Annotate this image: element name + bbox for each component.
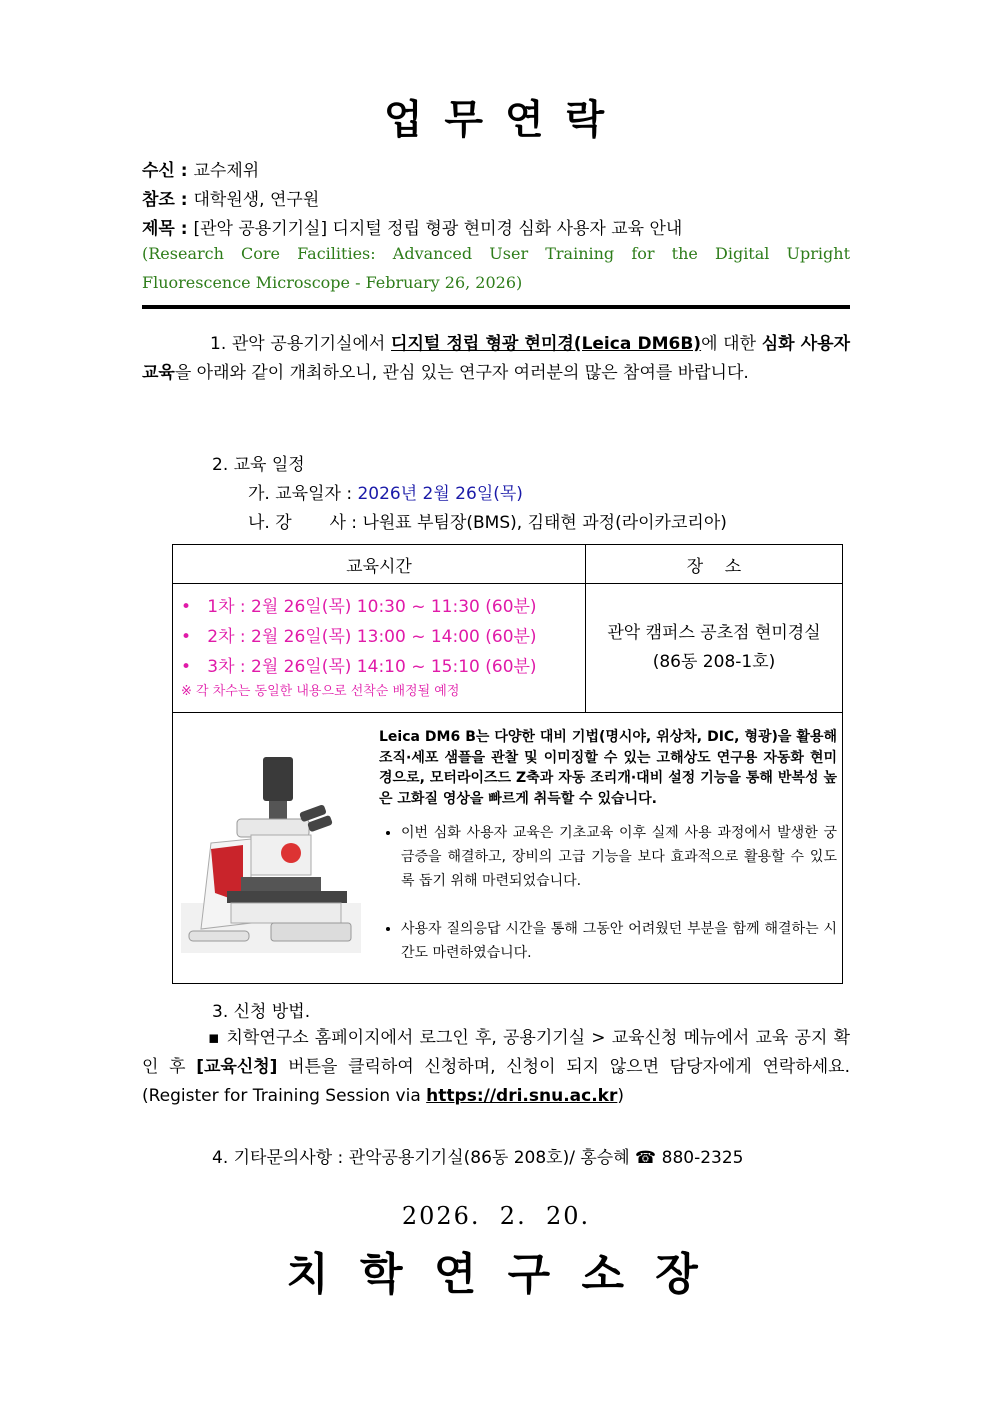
training-date-label: 가. 교육일자 : xyxy=(248,484,358,504)
session-2: 2차 : 2월 26일(목) 13:00 ~ 14:00 (60분) xyxy=(207,627,537,647)
apply-button-name: [교육신청] xyxy=(196,1057,278,1077)
session-list xyxy=(173,584,586,713)
session-item: • 1차 : 2월 26일(목) 10:30 ~ 11:30 (60분) xyxy=(181,597,537,617)
signature: 치 학 연 구 소 장 xyxy=(286,1249,706,1300)
section-1-prefix: 1. 관악 공용기기실에서 xyxy=(210,334,392,354)
column-header-time: 교육시간 xyxy=(173,545,586,584)
session-item: • 2차 : 2월 26일(목) 13:00 ~ 14:00 (60분) xyxy=(181,627,537,647)
section-3-text-a: ▪ 치학연구소 홈페이지에서 로그인 후, 공용기기실 > 교육신청 메뉴에서 교육 공지 확인 후 xyxy=(142,1028,850,1077)
session-item: • 3차 : 2월 26일(목) 14:10 ~ 15:10 (60분) xyxy=(181,657,537,677)
section-3-text-c: ) xyxy=(617,1086,624,1106)
course-name: 심화 사용자 교육 xyxy=(142,334,850,383)
training-date-line xyxy=(248,479,523,504)
subject-label: 제목 : xyxy=(142,219,194,239)
recipient-line xyxy=(142,156,259,181)
reference: 대학원생, 연구원 xyxy=(193,190,320,210)
session-3: 3차 : 2월 26일(목) 14:10 ~ 15:10 (60분) xyxy=(207,657,537,677)
header-divider xyxy=(142,305,850,309)
section-4-text: 4. 기타문의사항 : 관악공용기기실(86동 208호)/ 홍승혜 xyxy=(212,1148,636,1168)
info-bullet-2: • 사용자 질의응답 시간을 통해 그동안 어려웠던 부분을 함께 해결하는 시간도 마련하였습니다. xyxy=(401,917,837,965)
info-bullets xyxy=(379,821,837,965)
subject-english-line2: Fluorescence Microscope - February 26, 2026) xyxy=(142,273,523,292)
info-box xyxy=(173,713,843,984)
phone-number: 880-2325 xyxy=(656,1148,744,1168)
section-2-heading: 2. 교육 일정 xyxy=(212,455,305,475)
microscope-image xyxy=(181,753,361,953)
schedule-table xyxy=(172,544,843,984)
column-header-place: 장 소 xyxy=(586,545,843,584)
place-cell xyxy=(586,584,843,713)
website-link[interactable]: https://dri.snu.ac.kr xyxy=(426,1086,618,1106)
subject-line xyxy=(142,214,682,239)
info-bullet-1: • 이번 심화 사용자 교육은 기초교육 이후 실제 사용 과정에서 발생한 궁금증을 해결하고, 장비의 고급 기능을 보다 효과적으로 활용할 수 있도록 돕기 위해 마련되었습니다. xyxy=(401,821,837,893)
info-text xyxy=(379,727,837,989)
section-4-line xyxy=(212,1143,743,1168)
document-title: 업 무 연 락 xyxy=(383,97,609,143)
subject: [관악 공용기기실] 디지털 정립 형광 현미경 심화 사용자 교육 안내 xyxy=(193,219,683,239)
section-3-heading: 3. 신청 방법. xyxy=(212,1002,311,1022)
subject-english-line1: (Research Core Facilities: Advanced User Training for the Digital Upright xyxy=(142,244,850,263)
session-1: 1차 : 2월 26일(목) 10:30 ~ 11:30 (60분) xyxy=(207,597,537,617)
place-room: (86동 208-1호) xyxy=(652,652,776,672)
instructor-line xyxy=(248,508,727,533)
section-1-paragraph xyxy=(142,330,850,388)
info-lead: Leica DM6 B는 다양한 대비 기법(명시야, 위상차, DIC, 형광)을 활용해 조직·세포 샘플을 관찰 및 이미징할 수 있는 고해상도 연구용 자동화 현미경으로, 모터라이즈드 Z축과 자동 조리개·대비 설정 기능을 통해 반복성 높은 고화질 영상을 빠르게 취득할 수 있습니다. xyxy=(379,729,837,807)
instructor-value: 나원표 부팀장(BMS), 김태현 과정(라이카코리아) xyxy=(362,513,727,533)
section-3-text-b: 버튼을 클릭하여 신청하며, 신청이 되지 않으면 담당자에게 연락하세요. (Register for Training Session via xyxy=(142,1057,850,1106)
section-1-mid: 에 대한 xyxy=(701,334,762,354)
phone-icon: ☎ xyxy=(635,1148,657,1168)
training-date-value: 2026년 2월 26일(목) xyxy=(357,484,523,504)
section-3-paragraph xyxy=(142,1024,850,1111)
document-date: 2026. 2. 20. xyxy=(401,1202,591,1230)
instructor-label: 나. 강 사 : xyxy=(248,513,363,533)
device-name: 디지털 정립 형광 현미경(Leica DM6B) xyxy=(391,334,702,354)
reference-line xyxy=(142,185,319,210)
recipient-label: 수신 : xyxy=(142,161,194,181)
section-1-suffix: 을 아래와 같이 개최하오니, 관심 있는 연구자 여러분의 많은 참여를 바랍니다. xyxy=(174,363,749,383)
recipient: 교수제위 xyxy=(193,161,260,181)
place-name: 관악 캠퍼스 공초점 현미경실 xyxy=(607,623,821,643)
session-note: ※ 각 차수는 동일한 내용으로 선착순 배정될 예정 xyxy=(181,684,460,699)
reference-label: 참조 : xyxy=(142,190,194,210)
